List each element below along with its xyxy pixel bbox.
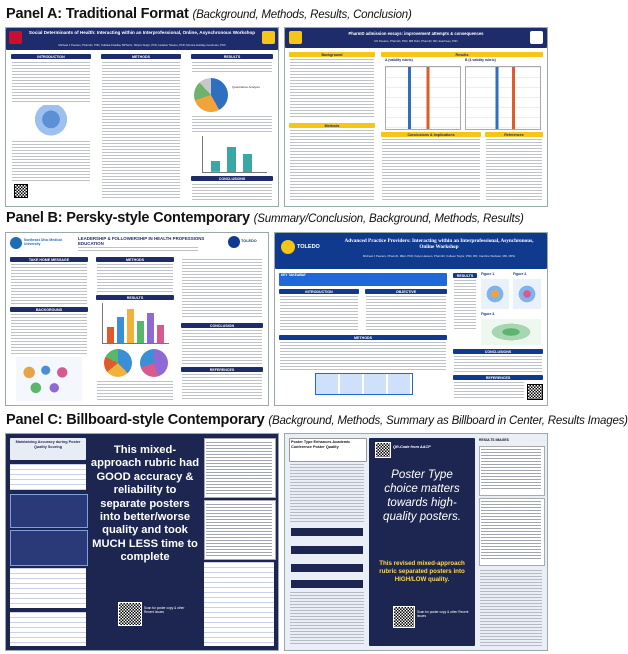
- poster-c1-results-text-box: [10, 568, 86, 608]
- poster-b2-authors: Michael J Peeters, PharmD, MEd, PhD; Kaiyu Hasson, PharmD; Colleen Taylor, PhD, RN; Caroline Webster, MD, MPH: [362, 254, 516, 258]
- poster-b1-section-results: RESULTS: [126, 295, 144, 300]
- poster-c1-results-text-box-2: [10, 612, 86, 646]
- poster-c1-billboard: This mixed-approach rubric had GOOD accuracy & reliability to separate posters into better/worse quality and took MUCH LESS time to complete: [90, 444, 200, 564]
- poster-c1-bg-text-box: [10, 464, 86, 490]
- poster-b1-logo-text: TOLEDO: [241, 239, 257, 243]
- poster-a1: [5, 27, 279, 207]
- poster-a1-pie-icon: [194, 78, 228, 112]
- poster-b1-section-conclusion: CONCLUSION: [209, 323, 235, 328]
- poster-b1-pie-2-icon: [140, 349, 168, 377]
- poster-b2-ut-logo-icon: [281, 240, 295, 254]
- poster-a2-results-a-label: A (validity rubric): [385, 58, 413, 62]
- poster-b2-figure-2-icon: [513, 279, 541, 309]
- poster-b1-section-methods: METHODS: [126, 257, 144, 262]
- poster-b2-title: Advanced Practice Providers: Interacting within an Interprofessional, Asynchronous, Online Workshop: [344, 238, 534, 251]
- panel-a-title-paren: (Background, Methods, Results, Conclusion): [192, 9, 412, 21]
- poster-a2-results-b-label: B (3 validity rubric): [465, 58, 496, 62]
- poster-c1-scan-label: Scan for poster copy & other Recent issues: [144, 606, 185, 615]
- poster-b2-results-text: [454, 280, 476, 330]
- poster-b2: [274, 232, 548, 406]
- poster-b1-methods-text: [97, 264, 173, 292]
- poster-a1-authors: Michael J Peeters, PharmD, PhD; Sufalsa Khadka, BPharm; Shipra Singh, PhD; Heather Sloane, PhD; Monica Holiday-Goodman, PhD: [58, 43, 226, 47]
- poster-a1-logo-left-icon: [9, 31, 22, 44]
- poster-a2-logo-right-icon: [530, 31, 543, 44]
- poster-a1-methods-text: [102, 62, 180, 198]
- poster-b1-authors: [78, 247, 198, 253]
- poster-a2-references-text: [486, 139, 542, 201]
- panel-b-title-main: Panel B: Persky-style Contemporary: [6, 210, 250, 226]
- poster-c1-headline: Maintaining Accuracy during Poster Quality Scoring: [15, 440, 81, 449]
- poster-a2-section-methods: Methods: [324, 123, 340, 128]
- poster-b2-figure-3-label: Figure 3.: [481, 312, 496, 316]
- poster-b1-right-text: [182, 259, 262, 319]
- poster-b2-section-objective: OBJECTIVE: [395, 289, 417, 294]
- poster-b2-key-takeaway: KEY TAKEAWAY: [281, 273, 306, 277]
- poster-b2-flow-diagram-icon: [315, 373, 413, 395]
- poster-c2-results-label: RESULTS IMAGES: [479, 438, 509, 442]
- poster-c2: [284, 433, 548, 651]
- poster-b2-references-text: [454, 382, 524, 400]
- poster-b1-references-text: [182, 374, 262, 400]
- poster-b1-ut-logo-icon: [228, 236, 240, 248]
- poster-a2-bg-text: [290, 59, 374, 119]
- poster-a2: [284, 27, 548, 207]
- poster-c1: [5, 433, 279, 651]
- poster-c1-method-box-icon: [10, 494, 88, 528]
- poster-b1-neomed-logo-icon: [10, 237, 22, 249]
- panel-c-title: [6, 412, 628, 428]
- poster-a1-section-intro: INTRODUCTION: [37, 54, 65, 59]
- poster-c2-references-text: [480, 570, 542, 646]
- poster-a1-section-conclusions: CONCLUSIONS: [218, 176, 246, 181]
- panel-a-title-main: Panel A: Traditional Format: [6, 6, 189, 22]
- poster-b1-people-illustration-icon: [16, 357, 82, 401]
- panel-c-title-paren: (Background, Methods, Summary as Billboard in Center, Results Images): [268, 415, 628, 427]
- poster-a1-section-methods: METHODS: [132, 54, 150, 59]
- poster-a1-chart1-title: Quantitative Analysis: [232, 85, 260, 89]
- poster-b1-results-text: [97, 381, 173, 401]
- poster-b1-pie-icon: [104, 349, 132, 377]
- poster-b1-bg-text: [11, 314, 87, 354]
- poster-c2-qr-2-icon: [393, 606, 415, 628]
- poster-c2-flow-boxes-icon: [291, 528, 363, 588]
- poster-a1-logo-right-icon: [262, 31, 275, 44]
- poster-b2-figure-1-icon: [481, 279, 509, 309]
- poster-b2-section-results: RESULTS: [456, 273, 474, 278]
- poster-a2-forest-plot-a-icon: [385, 66, 461, 130]
- panel-b-title: [6, 210, 524, 226]
- poster-c1-method-box-2-icon: [10, 530, 88, 566]
- poster-a1-diagram-icon: [28, 105, 74, 137]
- poster-b2-section-intro: INTRODUCTION: [305, 289, 333, 294]
- poster-a1-qr-icon: [14, 184, 28, 198]
- poster-b2-section-references: REFERENCES: [485, 375, 511, 380]
- poster-a2-section-results: Results: [455, 52, 469, 57]
- poster-c2-tagline: This revised mixed-approach rubric separated posters into HIGH/LOW quality.: [379, 560, 465, 583]
- poster-a1-title: Social Determinants of Health: Interacting within an Interprofessional, Online, Asynchronous Workshop: [28, 30, 256, 35]
- poster-c2-qr-label: QR-Code from AACP: [393, 445, 431, 449]
- poster-c1-qr-icon: [118, 602, 142, 626]
- poster-c1-results-table-1-rows: [206, 442, 272, 494]
- panel-c-title-main: Panel C: Billboard-style Contemporary: [6, 412, 265, 428]
- poster-a1-results-text-2: [192, 116, 272, 132]
- poster-b2-objective-text: [366, 296, 446, 332]
- panel-a-title: [6, 6, 412, 22]
- poster-b1-section-references: REFERENCES: [209, 367, 235, 372]
- poster-b1-section-background: BACKGROUND: [35, 307, 63, 312]
- poster-a2-methods-text: [290, 130, 374, 200]
- poster-c2-qr-icon: [375, 442, 391, 458]
- poster-a2-section-references: References: [504, 132, 524, 137]
- poster-b2-logo-text: TOLEDO: [297, 244, 320, 250]
- poster-a1-results-text: [192, 62, 272, 74]
- poster-a2-conclusions-text: [382, 139, 480, 201]
- poster-b1: [5, 232, 269, 406]
- poster-b2-figure-2-label: Figure 2.: [513, 272, 528, 276]
- poster-a1-section-results: RESULTS: [223, 54, 241, 59]
- poster-a1-intro-text: [12, 62, 90, 102]
- poster-c2-scan-label: Scan for poster copy & other Recent issues: [417, 610, 469, 619]
- poster-a2-authors: MJ Peeters, PharmD, PhD; MB Ruhl, PharmD; MD Jeanfreau, PhD: [374, 39, 458, 43]
- poster-a1-bar-chart-icon: [202, 136, 267, 173]
- poster-c2-billboard: Poster Type choice matters towards high-quality posters.: [383, 468, 461, 523]
- poster-b1-conclusion-text: [182, 330, 262, 364]
- poster-b2-qr-icon: [527, 384, 543, 400]
- poster-b1-org: Northeast Ohio Medical University: [24, 238, 62, 247]
- poster-a2-section-conclusions: Conclusions & Implications: [407, 132, 455, 137]
- poster-b1-takehome-text: [11, 264, 87, 304]
- poster-a2-logo-left-icon: [289, 31, 302, 44]
- poster-a2-forest-plot-b-icon: [465, 66, 541, 130]
- poster-a1-intro-text-2: [12, 141, 90, 181]
- poster-c1-references-box: [204, 562, 274, 646]
- poster-b2-intro-text: [280, 296, 358, 332]
- poster-b1-section-takehome: TAKE HOME MESSAGE: [28, 257, 70, 262]
- poster-b2-section-conclusions: CONCLUSIONS: [484, 349, 512, 354]
- poster-c2-methods-text: [290, 592, 364, 646]
- poster-b1-title: LEADERSHIP & FOLLOWERSHIP IN HEALTH PROFESSIONS EDUCATION: [78, 236, 205, 247]
- poster-b2-methods-text: [280, 342, 446, 372]
- poster-c2-results-table-1-rows: [481, 449, 541, 491]
- poster-a1-conclusion-text: [192, 184, 272, 200]
- panel-b-title-paren: (Summary/Conclusion, Background, Methods, Results): [253, 213, 524, 225]
- poster-a2-title: PharmD admission essays: improvement attempts & consequences: [348, 31, 484, 36]
- poster-a2-section-background: Background: [321, 52, 343, 57]
- poster-c2-bg-text: [290, 464, 364, 524]
- poster-b1-bar-chart-icon: [102, 303, 169, 344]
- poster-b2-figure-1-label: Figure 1.: [481, 272, 496, 276]
- poster-b2-conclusions-text: [454, 356, 542, 372]
- poster-c2-results-table-2-rows: [481, 501, 541, 561]
- poster-c1-results-table-2-rows: [206, 504, 272, 556]
- poster-c2-headline: Poster Type Enhances Academic Conference Poster Quality: [291, 440, 351, 449]
- poster-b2-figure-3-icon: [481, 319, 541, 345]
- poster-b2-section-methods: METHODS: [354, 335, 372, 340]
